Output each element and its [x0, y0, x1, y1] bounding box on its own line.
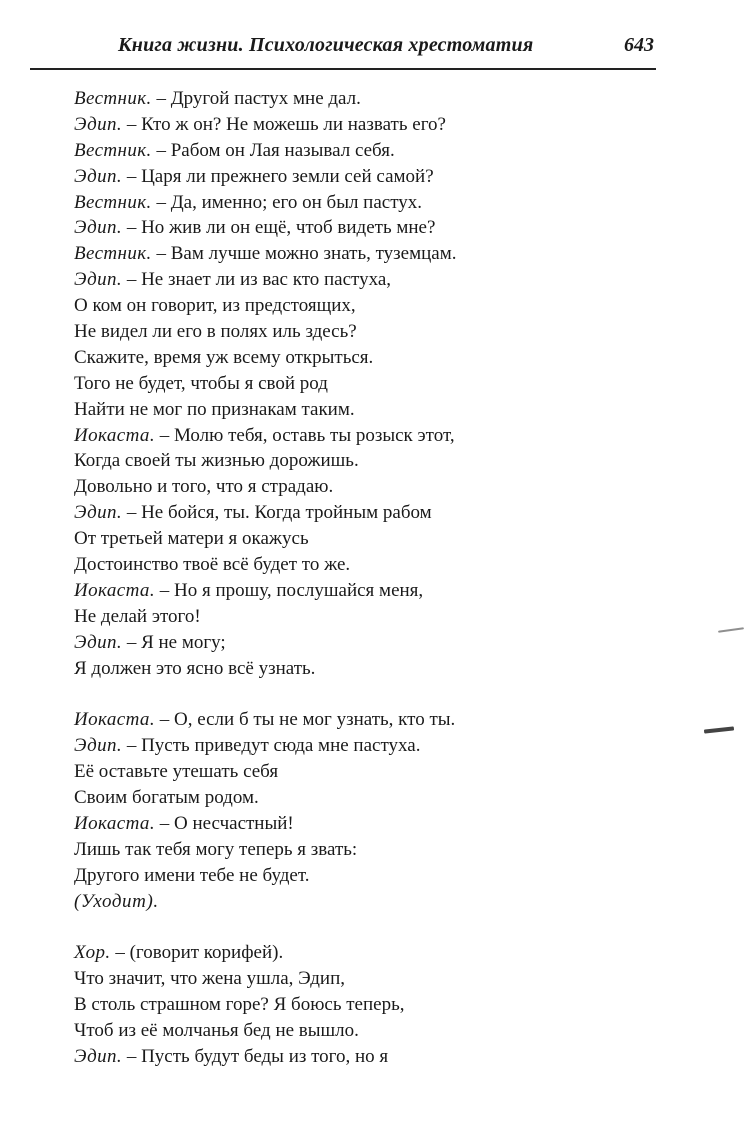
- line-text: – Но жив ли он ещё, чтоб видеть мне?: [122, 217, 436, 239]
- speaker-name: Хор.: [74, 942, 111, 964]
- line-text: Чтоб из её молчанья бед не вышло.: [74, 1020, 359, 1042]
- running-header: [30, 30, 656, 70]
- line-text: – Но я прошу, послушайся меня,: [154, 579, 424, 601]
- line-text: – Вам лучше можно знать, туземцам.: [151, 243, 457, 265]
- speaker-name: Иокаста.: [74, 812, 155, 834]
- stage-direction: (Уходит).: [74, 890, 159, 912]
- book-title: Книга жизни. Психологическая хрестоматия: [118, 34, 534, 56]
- text-line: [74, 241, 674, 267]
- text-line: [74, 190, 674, 216]
- text-line: [74, 112, 674, 138]
- line-text: Достоинство твоё всё будет то же.: [74, 554, 351, 576]
- speaker-name: Эдип.: [74, 631, 123, 653]
- text-line: [74, 992, 674, 1018]
- scan-smudge-mark: [704, 726, 734, 733]
- text-line: [74, 164, 674, 190]
- speaker-name: Эдип.: [74, 113, 123, 135]
- line-text: – Кто ж он? Не можешь ли назвать его?: [122, 113, 446, 135]
- line-text: – Пусть будут беды из того, но я: [122, 1045, 389, 1067]
- text-line: [74, 733, 674, 759]
- text-line: [74, 707, 674, 733]
- line-text: – (говорит корифей).: [110, 942, 284, 964]
- text-line: [74, 966, 674, 992]
- line-text: – Царя ли прежнего земли сей самой?: [122, 165, 434, 187]
- text-line: [74, 371, 674, 397]
- text-line: [74, 889, 674, 915]
- text-line: [74, 630, 674, 656]
- line-text: – Молю тебя, оставь ты розыск этот,: [154, 424, 455, 446]
- text-line: [74, 1018, 674, 1044]
- line-text: В столь страшном горе? Я боюсь теперь,: [74, 994, 405, 1016]
- text-line: [74, 1044, 674, 1070]
- line-text: О ком он говорит, из предстоящих,: [74, 295, 356, 317]
- text-line: [74, 940, 674, 966]
- line-text: – О, если б ты не мог узнать, кто ты.: [154, 709, 456, 731]
- speaker-name: Иокаста.: [74, 579, 155, 601]
- text-line: [74, 215, 674, 241]
- line-text: Своим богатым родом.: [74, 787, 259, 809]
- line-text: Лишь так тебя могу теперь я звать:: [74, 838, 358, 860]
- text-line: [74, 500, 674, 526]
- speaker-name: Вестник.: [74, 243, 152, 265]
- text-line: [74, 267, 674, 293]
- line-text: – Я не могу;: [122, 631, 226, 653]
- line-text: – Пусть приведут сюда мне пастуха.: [122, 735, 421, 757]
- text-line: [74, 474, 674, 500]
- line-text: Что значит, что жена ушла, Эдип,: [74, 968, 345, 990]
- speaker-name: Иокаста.: [74, 709, 155, 731]
- text-line: [74, 138, 674, 164]
- text-line: [74, 526, 674, 552]
- speaker-name: Эдип.: [74, 1045, 123, 1067]
- play-text: [74, 86, 674, 1070]
- text-line: [74, 837, 674, 863]
- line-text: Я должен это ясно всё узнать.: [74, 657, 316, 679]
- line-text: Довольно и того, что я страдаю.: [74, 476, 334, 498]
- speaker-name: Иокаста.: [74, 424, 155, 446]
- speaker-name: Эдип.: [74, 165, 123, 187]
- line-text: – Другой пастух мне дал.: [151, 88, 361, 109]
- stanza-break: [74, 681, 674, 707]
- line-text: Не делай этого!: [74, 605, 201, 627]
- text-line: [74, 863, 674, 889]
- line-text: – Не знает ли из вас кто пастуха,: [122, 269, 392, 291]
- speaker-name: Вестник.: [74, 191, 152, 213]
- stanza-break: [74, 915, 674, 941]
- page-number: 643: [624, 34, 654, 56]
- text-line: [74, 604, 674, 630]
- line-text: Скажите, время уж всему открыться.: [74, 346, 374, 368]
- line-text: От третьей матери я окажусь: [74, 528, 309, 550]
- text-line: [74, 319, 674, 345]
- text-line: [74, 397, 674, 423]
- line-text: – Да, именно; его он был пастух.: [151, 191, 423, 213]
- text-line: [74, 785, 674, 811]
- text-line: [74, 552, 674, 578]
- line-text: Другого имени тебе не будет.: [74, 864, 310, 886]
- text-line: [74, 448, 674, 474]
- line-text: Когда своей ты жизнью дорожишь.: [74, 450, 359, 472]
- line-text: Не видел ли его в полях иль здесь?: [74, 321, 357, 343]
- text-line: [74, 293, 674, 319]
- speaker-name: Эдип.: [74, 217, 123, 239]
- speaker-name: Эдип.: [74, 269, 123, 291]
- text-line: [74, 345, 674, 371]
- text-line: [74, 423, 674, 449]
- text-line: [74, 811, 674, 837]
- line-text: – Рабом он Лая называл себя.: [151, 139, 395, 161]
- speaker-name: Эдип.: [74, 502, 123, 524]
- line-text: – Не бойся, ты. Когда тройным рабом: [122, 502, 432, 524]
- speaker-name: Вестник.: [74, 88, 152, 109]
- text-line: [74, 656, 674, 682]
- line-text: – О несчастный!: [154, 812, 294, 834]
- line-text: Того не будет, чтобы я свой род: [74, 372, 328, 394]
- text-line: [74, 86, 674, 112]
- text-line: [74, 759, 674, 785]
- scan-smudge-mark: [718, 627, 744, 633]
- line-text: Её оставьте утешать себя: [74, 761, 279, 783]
- speaker-name: Вестник.: [74, 139, 152, 161]
- speaker-name: Эдип.: [74, 735, 123, 757]
- text-line: [74, 578, 674, 604]
- line-text: Найти не мог по признакам таким.: [74, 398, 355, 420]
